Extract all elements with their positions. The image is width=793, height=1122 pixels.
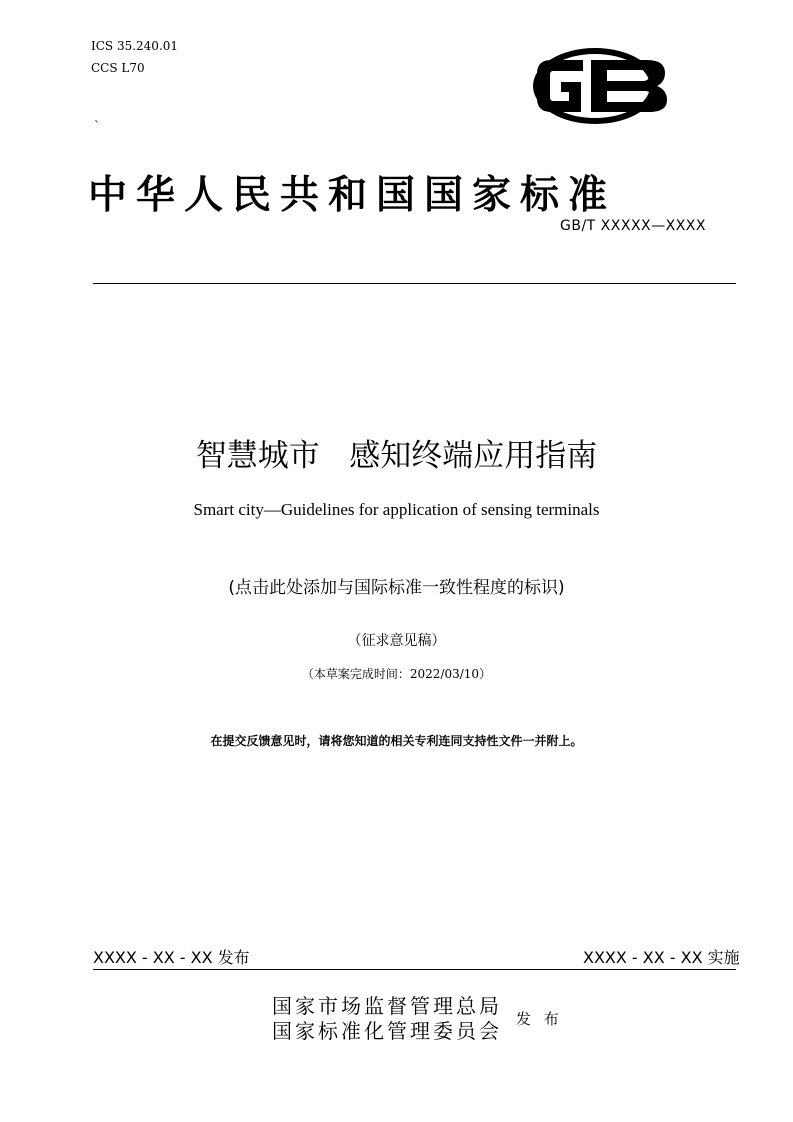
issuer-samr: 国家市场监督管理总局 <box>272 994 502 1018</box>
issuing-authorities <box>272 994 502 1044</box>
issue-verb: 发 布 <box>516 1010 563 1028</box>
issuer-sac: 国家标准化管理委员会 <box>272 1019 502 1043</box>
document-title-chinese: 智慧城市 感知终端应用指南 <box>195 438 598 474</box>
bottom-divider <box>93 969 736 970</box>
implementation-date: XXXX - XX - XX 实施 <box>583 948 740 967</box>
issue-date: XXXX - XX - XX 发布 <box>93 948 250 967</box>
patent-notice: 在提交反馈意见时，请将您知道的相关专利连同支持性文件一并附上。 <box>210 734 583 748</box>
draft-completion-date: （本草案完成时间：2022/03/10） <box>301 667 492 681</box>
standard-number: GB/T XXXXX—XXXX <box>560 218 706 234</box>
top-divider <box>93 283 736 284</box>
ccs-code: CCS L70 <box>91 61 145 75</box>
document-title-english: Smart city—Guidelines for application of sensing terminals <box>193 500 600 519</box>
consistency-note[interactable]: (点击此处添加与国际标准一致性程度的标识) <box>228 578 565 598</box>
national-standard-heading: 中华人民共和国国家标准 <box>88 172 617 218</box>
gb-logo-icon <box>525 46 677 126</box>
ics-code: ICS 35.240.01 <box>91 39 179 53</box>
tick-mark: ` <box>94 119 100 133</box>
draft-status: （征求意见稿） <box>347 633 446 649</box>
